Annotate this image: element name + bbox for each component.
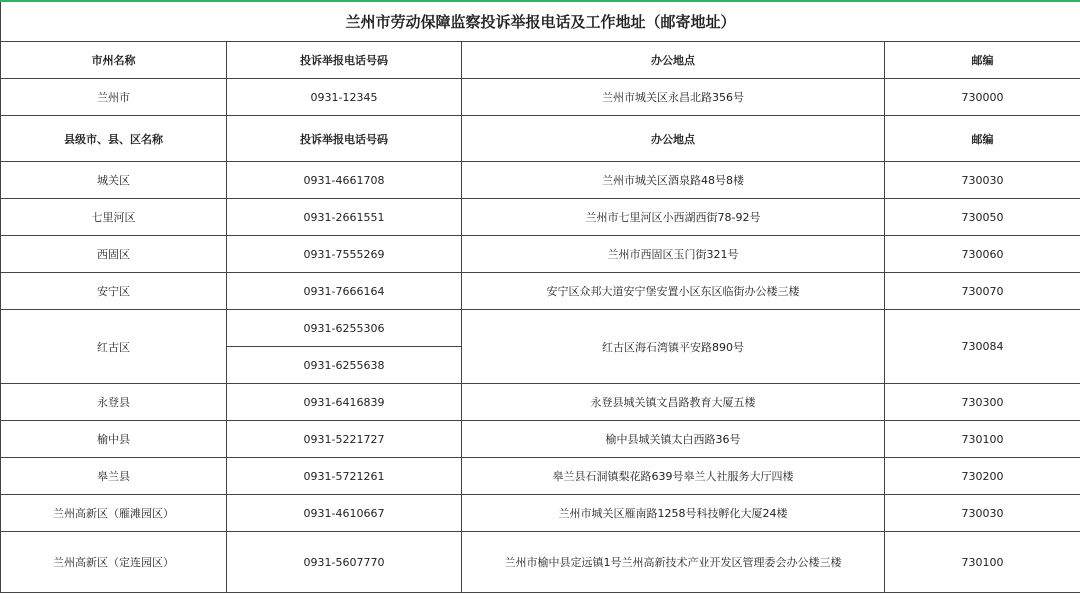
cell-postcode: 730000	[885, 79, 1080, 116]
cell-name: 城关区	[1, 162, 227, 199]
cell-address: 兰州市城关区酒泉路48号8楼	[462, 162, 885, 199]
district-header-row	[1, 116, 1080, 162]
header-name: 县级市、县、区名称	[1, 116, 227, 162]
cell-address: 永登县城关镇文昌路教育大厦五楼	[462, 384, 885, 421]
cell-name: 兰州高新区（定连园区）	[1, 532, 227, 593]
table-row	[1, 79, 1080, 116]
cell-address: 兰州市七里河区小西湖西街78-92号	[462, 199, 885, 236]
cell-name: 红古区	[1, 310, 227, 384]
cell-phone: 0931-4610667	[227, 495, 462, 532]
table-row	[1, 310, 1080, 347]
table-row	[1, 384, 1080, 421]
table-row	[1, 236, 1080, 273]
cell-phone: 0931-5607770	[227, 532, 462, 593]
cell-postcode: 730030	[885, 162, 1080, 199]
table-row	[1, 458, 1080, 495]
cell-phone: 0931-12345	[227, 79, 462, 116]
cell-address: 兰州市榆中县定远镇1号兰州高新技术产业开发区管理委会办公楼三楼	[462, 532, 885, 593]
top-accent-bar	[0, 0, 1080, 2]
cell-postcode: 730100	[885, 421, 1080, 458]
table-title: 兰州市劳动保障监察投诉举报电话及工作地址（邮寄地址）	[1, 1, 1080, 42]
table-row	[1, 421, 1080, 458]
cell-phone: 0931-5221727	[227, 421, 462, 458]
cell-name: 皋兰县	[1, 458, 227, 495]
header-postcode: 邮编	[885, 42, 1080, 79]
cell-phone: 0931-6255306	[227, 310, 462, 347]
cell-postcode: 730200	[885, 458, 1080, 495]
header-phone: 投诉举报电话号码	[227, 42, 462, 79]
cell-postcode: 730060	[885, 236, 1080, 273]
table-row	[1, 495, 1080, 532]
table-row	[1, 199, 1080, 236]
table-row	[1, 162, 1080, 199]
cell-address: 皋兰县石洞镇梨花路639号皋兰人社服务大厅四楼	[462, 458, 885, 495]
cell-address: 兰州市城关区永昌北路356号	[462, 79, 885, 116]
cell-phone: 0931-4661708	[227, 162, 462, 199]
cell-address: 红古区海石湾镇平安路890号	[462, 310, 885, 384]
city-header-row	[1, 42, 1080, 79]
cell-postcode: 730070	[885, 273, 1080, 310]
cell-postcode: 730084	[885, 310, 1080, 384]
cell-name: 安宁区	[1, 273, 227, 310]
header-postcode: 邮编	[885, 116, 1080, 162]
cell-phone: 0931-7666164	[227, 273, 462, 310]
header-name: 市州名称	[1, 42, 227, 79]
cell-name: 七里河区	[1, 199, 227, 236]
cell-address: 兰州市西固区玉门街321号	[462, 236, 885, 273]
cell-name: 兰州高新区（雁滩园区）	[1, 495, 227, 532]
cell-name: 永登县	[1, 384, 227, 421]
cell-postcode: 730100	[885, 532, 1080, 593]
cell-name: 榆中县	[1, 421, 227, 458]
cell-address: 兰州市城关区雁南路1258号科技孵化大厦24楼	[462, 495, 885, 532]
cell-postcode: 730030	[885, 495, 1080, 532]
cell-phone: 0931-6416839	[227, 384, 462, 421]
cell-phone: 0931-7555269	[227, 236, 462, 273]
cell-name: 西固区	[1, 236, 227, 273]
cell-postcode: 730050	[885, 199, 1080, 236]
cell-address: 安宁区众邦大道安宁堡安置小区东区临街办公楼三楼	[462, 273, 885, 310]
header-address: 办公地点	[462, 42, 885, 79]
table-row	[1, 273, 1080, 310]
cell-name: 兰州市	[1, 79, 227, 116]
table-row	[1, 532, 1080, 593]
cell-address: 榆中县城关镇太白西路36号	[462, 421, 885, 458]
cell-phone: 0931-6255638	[227, 347, 462, 384]
header-phone: 投诉举报电话号码	[227, 116, 462, 162]
header-address: 办公地点	[462, 116, 885, 162]
cell-phone: 0931-5721261	[227, 458, 462, 495]
cell-phone: 0931-2661551	[227, 199, 462, 236]
cell-postcode: 730300	[885, 384, 1080, 421]
